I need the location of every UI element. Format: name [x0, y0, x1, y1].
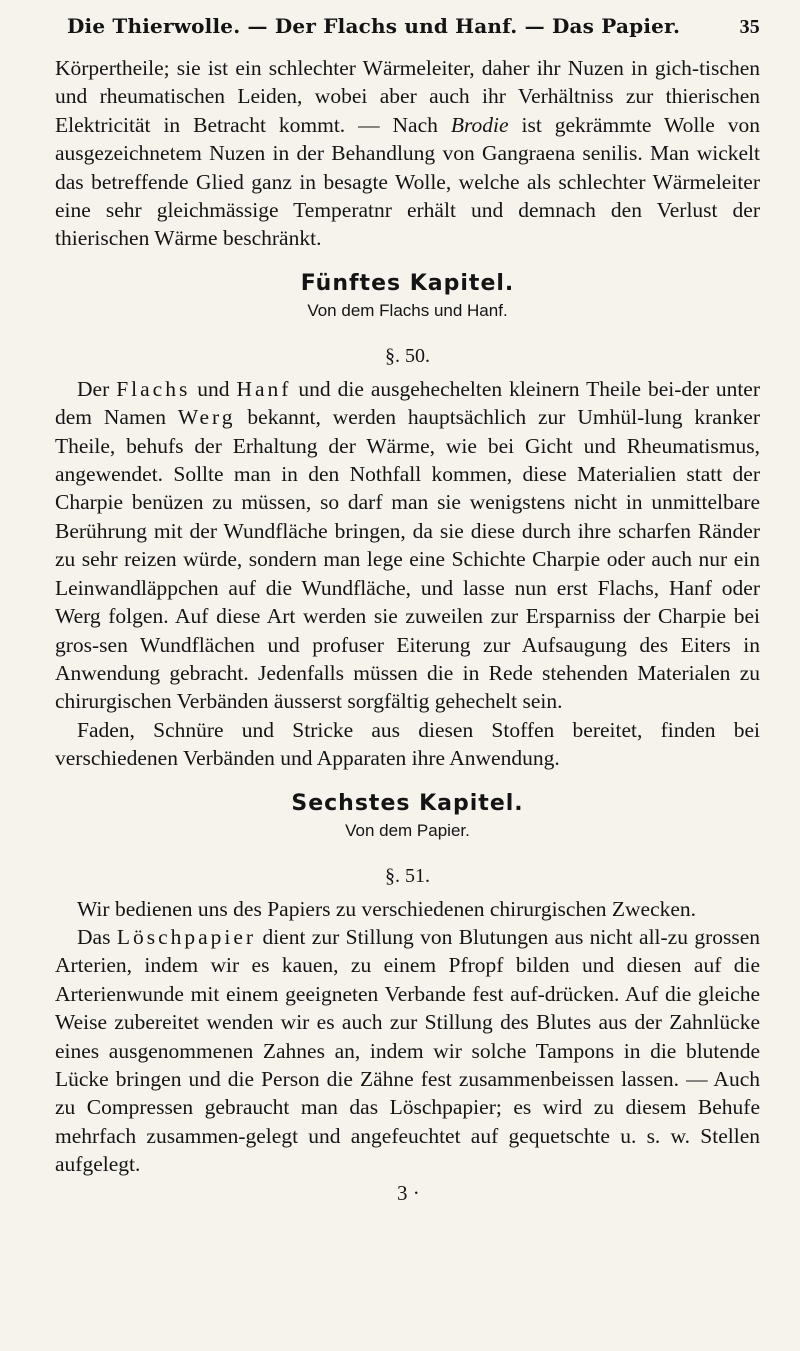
term-loeschpapier: Löschpapier — [116, 924, 257, 949]
paragraph-flachs-und: und — [197, 376, 230, 401]
chapter-six-subtitle: Von dem Papier. — [345, 820, 470, 840]
author-name-brodie: Brodie — [450, 112, 509, 137]
chapter-five-heading: Fünftes Kapitel. — [300, 270, 515, 296]
page-number: 35 — [739, 16, 760, 38]
section-50-number: §. 50. — [385, 344, 430, 367]
paragraph-flachs-rest: bekannt, werden hauptsächlich zur Umhül-lung kranker Theile, behufs der Erhaltung der Wärme, wie bei Gicht und Rheumatismus, angewendet. Sollte man in den Nothfall kommen, diese Materialien statt der Charpie benüzen zu müssen, so darf man sie wenigstens nicht in unmittelbare Berührung mit der Wundfläche bringen, da sie diese durch ihre scharfen Ränder zu sehr reizen würde, sondern man lege eine Schichte Charpie oder auch nur ein Leinwandläppchen auf die Wundfläche, und lasse nun erst Flachs, Hanf oder Werg folgen. Auf diese Art werden sie zuweilen zur Ersparniss der Charpie bei gros-sen Wundflächen und profuser Eiterung zur Aufsaugung des Eiters in Anwendung gebracht. Jedenfalls müssen die in Rede stehenden Materialen zu chirurgischen Verbänden äusserst sorgfältig gehechelt sein. — [55, 405, 760, 714]
paragraph-wolle — [55, 54, 760, 253]
paragraph-loeschpapier — [55, 923, 760, 1179]
running-header — [55, 14, 760, 54]
paragraph-wolle-text: Körpertheile; sie ist ein schlechter Wärmeleiter, daher ihr Nuzen in gich-tischen und rheumatischen Leiden, wobei aber auch ihr Verhältniss zur thierischen Elektricität in Betracht kommt. — Nach — [55, 56, 760, 137]
term-werg: Werg — [177, 405, 236, 430]
paragraph-wolle-rest: ist gekrämmte Wolle von ausgezeichnetem Nuzen in der Behandlung von Gangraena senilis. Man wickelt das betreffende Glied ganz in besagte Wolle, welche als schlechter Wärmeleiter eine sehr gleichmässige Temperatnr erhält und demnach den Verlust der thierischen Wärme beschränkt. — [55, 112, 761, 251]
paragraph-flachs-start: Der — [77, 376, 110, 401]
section-51-number: §. 51. — [385, 864, 430, 887]
chapter-five-subtitle: Von dem Flachs und Hanf. — [307, 300, 508, 320]
paragraph-flachs-hanf — [55, 375, 760, 716]
paragraph-faden: Faden, Schnüre und Stricke aus diesen Stoffen bereitet, finden bei verschiedenen Verbänden und Apparaten ihre Anwendung. — [55, 717, 760, 771]
term-hanf: Hanf — [236, 376, 292, 401]
paragraph-flachs-mid: und die ausgehechelten kleinern Theile bei-der unter dem Namen — [55, 376, 760, 430]
paragraph-loeschpapier-rest: dient zur Stillung von Blutungen aus nicht all-zu grossen Arterien, indem wir es kauen, zu einem Pfropf bilden und diesen auf die Arterienwunde mit einem geeigneten Verbande fest auf-drücken. Auf die gleiche Weise zubereitet wenden wir es auch zur Stillung des Blutes aus der Zahnlücke eines ausgenommenen Zahnes an, indem wir solche Tampons in die blutende Lücke bringen und die Person die Zähne fest zusammenbeissen lassen. — Auch zu Compressen gebraucht man das Löschpapier; es wird zu diesem Behufe mehrfach zusammen-gelegt und angefeuchtet auf gequetschte u. s. w. Stellen aufgelegt. — [55, 924, 761, 1177]
term-flachs: Flachs — [116, 376, 191, 401]
chapter-six-heading: Sechstes Kapitel. — [291, 790, 524, 816]
paragraph-papier-intro: Wir bedienen uns des Papiers zu verschiedenen chirurgischen Zwecken. — [77, 896, 697, 921]
printer-signature-mark: 3 · — [397, 1180, 420, 1205]
running-header-title: Die Thierwolle. — Der Flachs und Hanf. — Das Papier. — [67, 14, 681, 38]
paragraph-loeschpapier-start: Das — [77, 924, 111, 949]
book-page — [55, 14, 760, 1207]
